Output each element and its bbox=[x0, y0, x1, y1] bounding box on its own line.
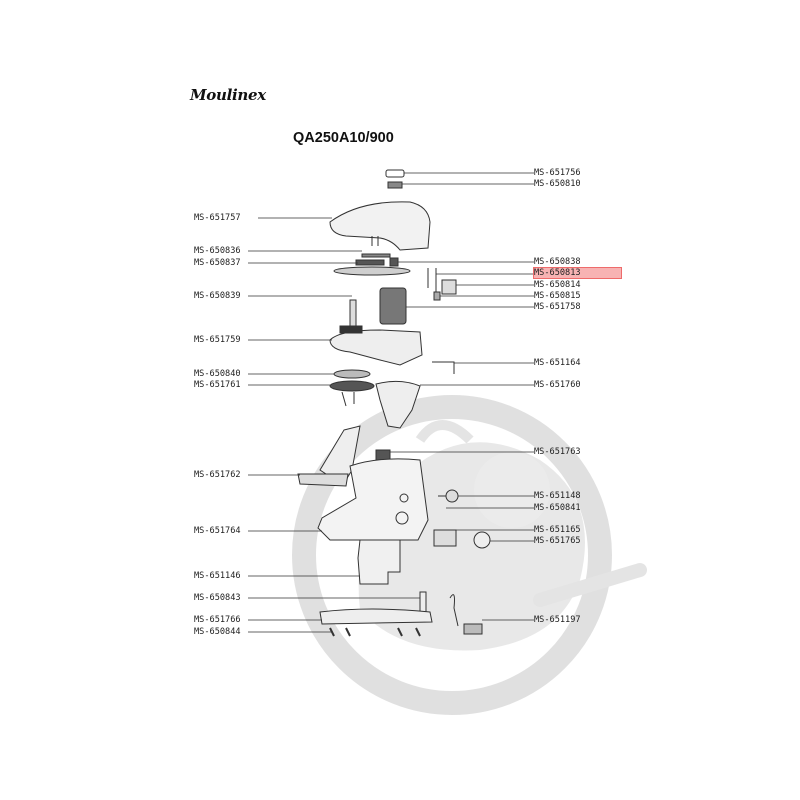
ref-label-ms-651766[interactable]: MS-651766 bbox=[194, 615, 241, 625]
ref-label-ms-651764[interactable]: MS-651764 bbox=[194, 526, 241, 536]
ref-label-ms-651197[interactable]: MS-651197 bbox=[534, 615, 581, 625]
ref-label-ms-651763[interactable]: MS-651763 bbox=[534, 447, 581, 457]
ref-label-ms-650838[interactable]: MS-650838 bbox=[534, 257, 581, 267]
ref-label-ms-651756[interactable]: MS-651756 bbox=[534, 168, 581, 178]
ref-label-ms-651765[interactable]: MS-651765 bbox=[534, 536, 581, 546]
model-number: QA250A10/900 bbox=[293, 130, 394, 146]
ref-label-ms-650839[interactable]: MS-650839 bbox=[194, 291, 241, 301]
ref-label-ms-650843[interactable]: MS-650843 bbox=[194, 593, 241, 603]
ref-label-ms-650836[interactable]: MS-650836 bbox=[194, 246, 241, 256]
brand-logo: Moulinex bbox=[190, 86, 266, 104]
ref-label-ms-651164[interactable]: MS-651164 bbox=[534, 358, 581, 368]
ref-label-ms-651148[interactable]: MS-651148 bbox=[534, 491, 581, 501]
ref-label-ms-650840[interactable]: MS-650840 bbox=[194, 369, 241, 379]
ref-label-ms-650813-selected[interactable]: MS-650813 bbox=[534, 268, 621, 278]
ref-label-ms-651165[interactable]: MS-651165 bbox=[534, 525, 581, 535]
ref-label-ms-651760[interactable]: MS-651760 bbox=[534, 380, 581, 390]
ref-label-ms-651759[interactable]: MS-651759 bbox=[194, 335, 241, 345]
ref-label-ms-650815[interactable]: MS-650815 bbox=[534, 291, 581, 301]
ref-label-ms-651146[interactable]: MS-651146 bbox=[194, 571, 241, 581]
ref-label-ms-651757[interactable]: MS-651757 bbox=[194, 213, 241, 223]
ref-label-ms-651758[interactable]: MS-651758 bbox=[534, 302, 581, 312]
ref-label-ms-650814[interactable]: MS-650814 bbox=[534, 280, 581, 290]
ref-label-ms-650810[interactable]: MS-650810 bbox=[534, 179, 581, 189]
ref-label-ms-650837[interactable]: MS-650837 bbox=[194, 258, 241, 268]
ref-label-ms-651762[interactable]: MS-651762 bbox=[194, 470, 241, 480]
ref-label-ms-650841[interactable]: MS-650841 bbox=[534, 503, 581, 513]
ref-label-ms-651761[interactable]: MS-651761 bbox=[194, 380, 241, 390]
ref-label-ms-650844[interactable]: MS-650844 bbox=[194, 627, 241, 637]
